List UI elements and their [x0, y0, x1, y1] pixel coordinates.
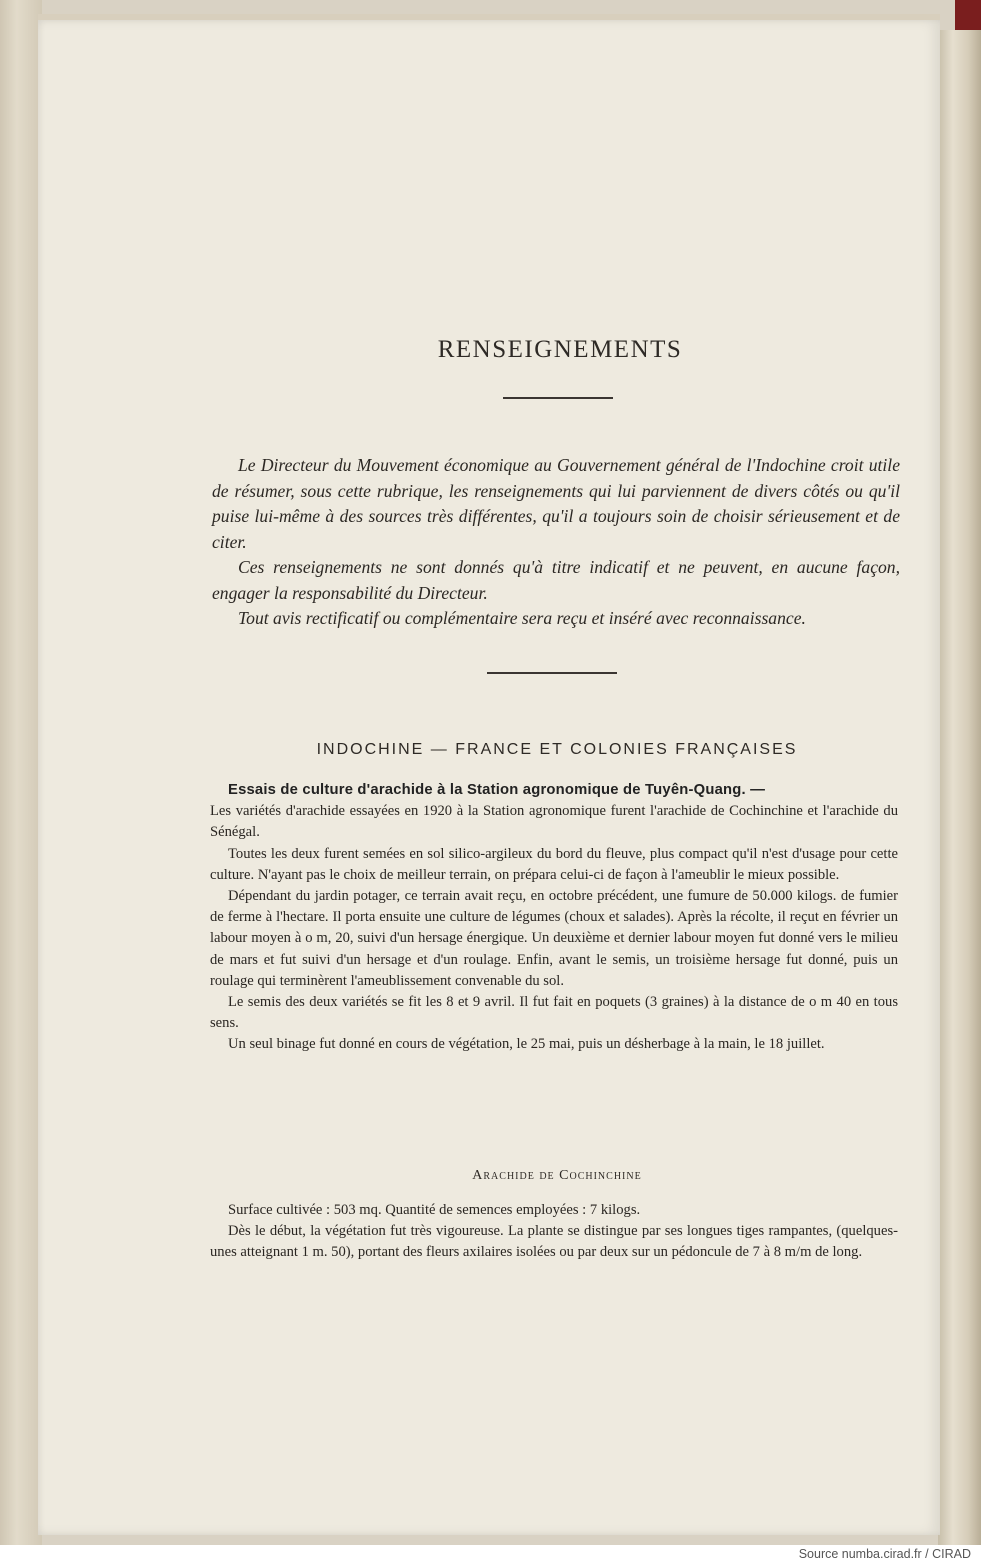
subsection-body — [210, 1200, 898, 1264]
book-left-edge — [0, 0, 42, 1545]
heading-divider — [503, 397, 613, 399]
article-paragraph: Le semis des deux variétés se fit les 8 et 9 avril. Il fut fait en poquets (3 graines) à la distance de o m 40 en tous sens. — [210, 994, 898, 1032]
article-paragraph: Les variétés d'arachide essayées en 1920 à la Station agronomique furent l'arachide de Cochinchine et l'arachide du Sénégal. — [210, 803, 898, 841]
article-paragraph: Toutes les deux furent semées en sol silico-argileux du bord du fleuve, plus compact qu'il n'est d'usage pour cette culture. N'ayant pas le choix de meilleur terrain, on prépara celui-ci de façon à l'ameublir le mieux possible. — [210, 845, 898, 883]
intro-notice — [212, 453, 900, 632]
page-heading: RENSEIGNEMENTS — [437, 336, 683, 363]
subsection-paragraph: Dès le début, la végétation fut très vigoureuse. La plante se distingue par ses longues tiges rampantes, (quelques-unes atteignant 1 m. 50), portant des fleurs axilaires isolées ou par deux sur un pédoncule de 7 à 8 m/m de long. — [210, 1223, 898, 1261]
article-paragraph: Dépendant du jardin potager, ce terrain avait reçu, en octobre précédent, une fumure de 50.000 kilogs. de fumier de ferme à l'hectare. Il porta ensuite une culture de légumes (choux et salades). Après la récolte, il reçut en février un labour moyen à o m, 20, suivi d'un hersage énergique. Un deuxième et dernier labour moyen fut donné vers le milieu de mars et fut suivi d'un hersage et d'un roulage. Enfin, avant le semis, un troisième hersage fut donné, puis un roulage qui terminèrent l'ameublissement convenable du sol. — [210, 888, 898, 989]
intro-paragraph: Ces renseignements ne sont donnés qu'à titre indicatif et ne peuvent, en aucune façon, engager la responsabilité du Directeur. — [212, 557, 900, 603]
intro-divider — [487, 672, 617, 674]
subsection-heading: Arachide de Cochinchine — [472, 1168, 642, 1183]
article-paragraph: Un seul binage fut donné en cours de végétation, le 25 mai, puis un désherbage à la main, le 18 juillet. — [228, 1036, 825, 1053]
article-title-line — [210, 780, 898, 801]
book-right-pages — [938, 30, 981, 1545]
intro-paragraph: Tout avis rectificatif ou complémentaire sera reçu et inséré avec reconnaissance. — [238, 608, 806, 628]
subsection-paragraph: Surface cultivée : 503 mq. Quantité de semences employées : 7 kilogs. — [228, 1202, 641, 1218]
source-credit: Source numba.cirad.fr / CIRAD — [798, 1547, 971, 1561]
page-sheet — [38, 20, 940, 1535]
article-title: Essais de culture d'arachide à la Station agronomique de Tuyên-Quang. — — [228, 782, 766, 798]
intro-paragraph: Le Directeur du Mouvement économique au Gouvernement général de l'Indochine croit utile de résumer, sous cette rubrique, les renseignements qui lui parviennent de divers côtés ou qu'il puise lui-même à des sources très différentes, qu'il a toujours soin de choisir sérieusement et de citer. — [212, 455, 900, 552]
section-title: INDOCHINE — FRANCE ET COLONIES FRANÇAISES — [316, 741, 798, 758]
article-body — [210, 780, 898, 1056]
